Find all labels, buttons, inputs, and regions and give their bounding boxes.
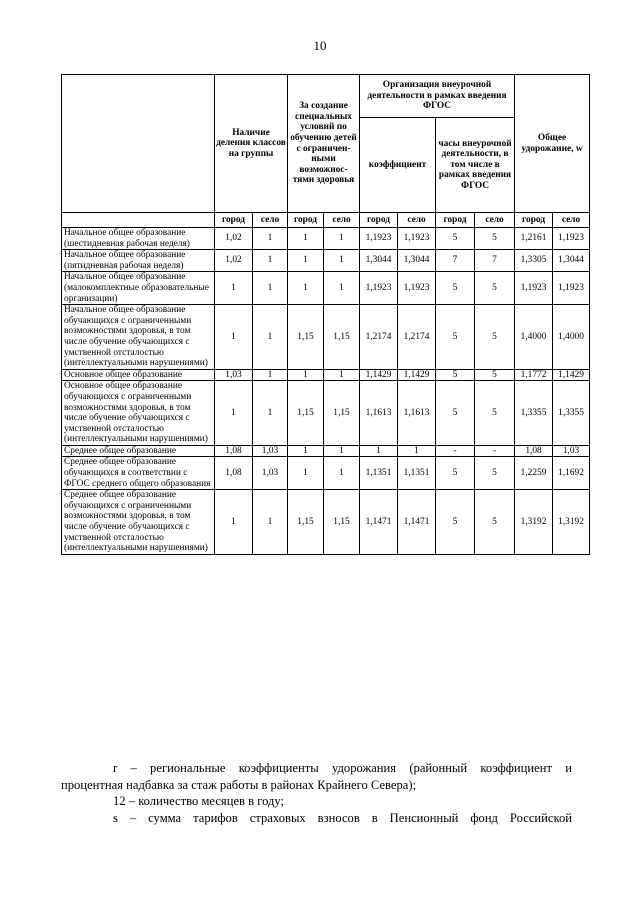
cell-value: 5 <box>436 272 475 305</box>
corner-cell <box>62 75 215 213</box>
cell-value: - <box>475 445 515 457</box>
cell-value: 1,1471 <box>360 490 398 555</box>
header-coefficient: коэффициент <box>360 118 436 213</box>
cell-value: 5 <box>475 457 515 490</box>
subheader-city: город <box>515 213 553 228</box>
cell-value: 1,1923 <box>553 272 590 305</box>
row-label: Среднее общее образование обучающихся в соответствии с ФГОС среднего общего образования <box>62 457 215 490</box>
page-number: 10 <box>313 38 327 53</box>
cell-value: 1 <box>253 381 288 446</box>
cell-value: 1,03 <box>253 445 288 457</box>
cell-value: 5 <box>475 228 515 250</box>
cell-value: 1 <box>324 457 360 490</box>
cell-value: 1,1923 <box>398 228 436 250</box>
cell-value: 1,15 <box>324 381 360 446</box>
row-label: Среднее общее образование <box>62 445 215 457</box>
cell-value: 1,2259 <box>515 457 553 490</box>
cell-value: 1 <box>215 272 253 305</box>
table-row <box>62 272 590 305</box>
cell-value: 1,1429 <box>360 369 398 381</box>
cell-value: 1 <box>398 445 436 457</box>
cell-value: 1,08 <box>215 445 253 457</box>
cell-value: 1,15 <box>288 381 324 446</box>
row-label: Начальное общее образование (пятидневная рабочая неделя) <box>62 250 215 272</box>
row-label: Основное общее образование обучающихся с ограниченными возможностями здоровья, в том числе обучение обучающихся с умственной отсталостью (интеллектуальными нарушениями) <box>62 381 215 446</box>
cell-value: 5 <box>475 272 515 305</box>
cell-value: 5 <box>436 381 475 446</box>
cell-value: 1 <box>253 369 288 381</box>
cell-value: 1,1923 <box>360 272 398 305</box>
cell-value: 1,1471 <box>398 490 436 555</box>
cell-value: 5 <box>475 490 515 555</box>
paragraph-r-definition: r – региональные коэффициенты удорожания (районный коэффициент и <box>113 761 572 775</box>
cell-value: 1,03 <box>253 457 288 490</box>
cell-value: 1,1429 <box>553 369 590 381</box>
table-row <box>62 381 590 446</box>
cell-value: 1 <box>324 445 360 457</box>
cell-value: 1,3044 <box>398 250 436 272</box>
subheader-empty <box>62 213 215 228</box>
subheader-village: село <box>253 213 288 228</box>
coefficients-table <box>61 74 590 555</box>
subheader-village: село <box>324 213 360 228</box>
cell-value: 1 <box>360 445 398 457</box>
header-extracurricular: Организация внеурочной деятельности в рамках введения ФГОС <box>360 75 515 118</box>
cell-value: 1 <box>215 305 253 370</box>
cell-value: 1,1351 <box>360 457 398 490</box>
cell-value: 1,03 <box>553 445 590 457</box>
cell-value: 1,02 <box>215 250 253 272</box>
cell-value: 1 <box>253 250 288 272</box>
cell-value: - <box>436 445 475 457</box>
cell-value: 1,08 <box>515 445 553 457</box>
cell-value: 1,15 <box>288 305 324 370</box>
cell-value: 1 <box>215 381 253 446</box>
cell-value: 1,1923 <box>515 272 553 305</box>
subheader-city: город <box>215 213 253 228</box>
subheader-village: село <box>398 213 436 228</box>
cell-value: 1,1613 <box>398 381 436 446</box>
cell-value: 1 <box>324 272 360 305</box>
row-label: Основное общее образование <box>62 369 215 381</box>
cell-value: 5 <box>436 369 475 381</box>
subheader-city: город <box>288 213 324 228</box>
cell-value: 1,3044 <box>360 250 398 272</box>
cell-value: 1,4000 <box>515 305 553 370</box>
header-hours: часы внеурочной деятельности, в том числе в рамках введения ФГОС <box>436 118 515 213</box>
cell-value: 1 <box>288 228 324 250</box>
cell-value: 1 <box>253 490 288 555</box>
table-row <box>62 228 590 250</box>
cell-value: 1,3355 <box>515 381 553 446</box>
cell-value: 1 <box>288 457 324 490</box>
paragraph-r-continuation: процентная надбавка за стаж работы в районах Крайнего Севера); <box>61 777 417 792</box>
table-row <box>62 457 590 490</box>
table-row <box>62 490 590 555</box>
cell-value: 1,2161 <box>515 228 553 250</box>
cell-value: 1 <box>324 228 360 250</box>
cell-value: 1,02 <box>215 228 253 250</box>
cell-value: 1,15 <box>288 490 324 555</box>
cell-value: 5 <box>475 381 515 446</box>
cell-value: 1,2174 <box>360 305 398 370</box>
cell-value: 5 <box>436 490 475 555</box>
cell-value: 1,3305 <box>515 250 553 272</box>
table-row <box>62 369 590 381</box>
cell-value: 5 <box>475 369 515 381</box>
cell-value: 1 <box>253 272 288 305</box>
table-row <box>62 250 590 272</box>
cell-value: 1,1923 <box>360 228 398 250</box>
cell-value: 5 <box>436 305 475 370</box>
cell-value: 1,1923 <box>398 272 436 305</box>
cell-value: 1,1351 <box>398 457 436 490</box>
cell-value: 1,15 <box>324 490 360 555</box>
subheader-village: село <box>553 213 590 228</box>
cell-value: 1,2174 <box>398 305 436 370</box>
cell-value: 1,3192 <box>553 490 590 555</box>
cell-value: 5 <box>475 305 515 370</box>
cell-value: 1,03 <box>215 369 253 381</box>
cell-value: 1,1613 <box>360 381 398 446</box>
table-row <box>62 305 590 370</box>
header-special-conditions: За создание специальных условий по обучению детей с ограничен-ными возможнос-тями здоровья <box>288 75 360 213</box>
header-total: Общее удорожание, w <box>515 75 590 213</box>
paragraph-months: 12 – количество месяцев в году; <box>113 794 285 808</box>
cell-value: 1 <box>288 250 324 272</box>
cell-value: 7 <box>475 250 515 272</box>
cell-value: 7 <box>436 250 475 272</box>
subheader-city: город <box>360 213 398 228</box>
row-label: Среднее общее образование обучающихся с ограниченными возможностями здоровья, в том числе обучение обучающихся с умственной отсталостью (интеллектуальными нарушениями) <box>62 490 215 555</box>
cell-value: 5 <box>436 228 475 250</box>
cell-value: 1 <box>324 369 360 381</box>
body-text <box>61 760 572 826</box>
row-label: Начальное общее образование (шестидневная рабочая неделя) <box>62 228 215 250</box>
cell-value: 1 <box>288 445 324 457</box>
row-label: Начальное общее образование обучающихся с ограниченными возможностями здоровья, в том числе обучение обучающихся с умственной отсталостью (интеллектуальными нарушениями) <box>62 305 215 370</box>
cell-value: 1 <box>253 305 288 370</box>
cell-value: 1 <box>288 369 324 381</box>
cell-value: 1 <box>288 272 324 305</box>
table-row <box>62 445 590 457</box>
cell-value: 1,3192 <box>515 490 553 555</box>
cell-value: 1,1692 <box>553 457 590 490</box>
cell-value: 1,1923 <box>553 228 590 250</box>
subheader-village: село <box>475 213 515 228</box>
cell-value: 1,08 <box>215 457 253 490</box>
cell-value: 1,1429 <box>398 369 436 381</box>
cell-value: 1 <box>253 228 288 250</box>
cell-value: 1 <box>215 490 253 555</box>
subheader-city: город <box>436 213 475 228</box>
cell-value: 1,1772 <box>515 369 553 381</box>
row-label: Начальное общее образование (малокомплектные образовательные организации) <box>62 272 215 305</box>
cell-value: 1,3355 <box>553 381 590 446</box>
cell-value: 1 <box>324 250 360 272</box>
cell-value: 1,4000 <box>553 305 590 370</box>
paragraph-s-definition: s – сумма тарифов страховых взносов в Пенсионный фонд Российской <box>113 810 572 825</box>
cell-value: 1,3044 <box>553 250 590 272</box>
cell-value: 5 <box>436 457 475 490</box>
header-division: Наличие деления классов на группы <box>215 75 288 213</box>
cell-value: 1,15 <box>324 305 360 370</box>
